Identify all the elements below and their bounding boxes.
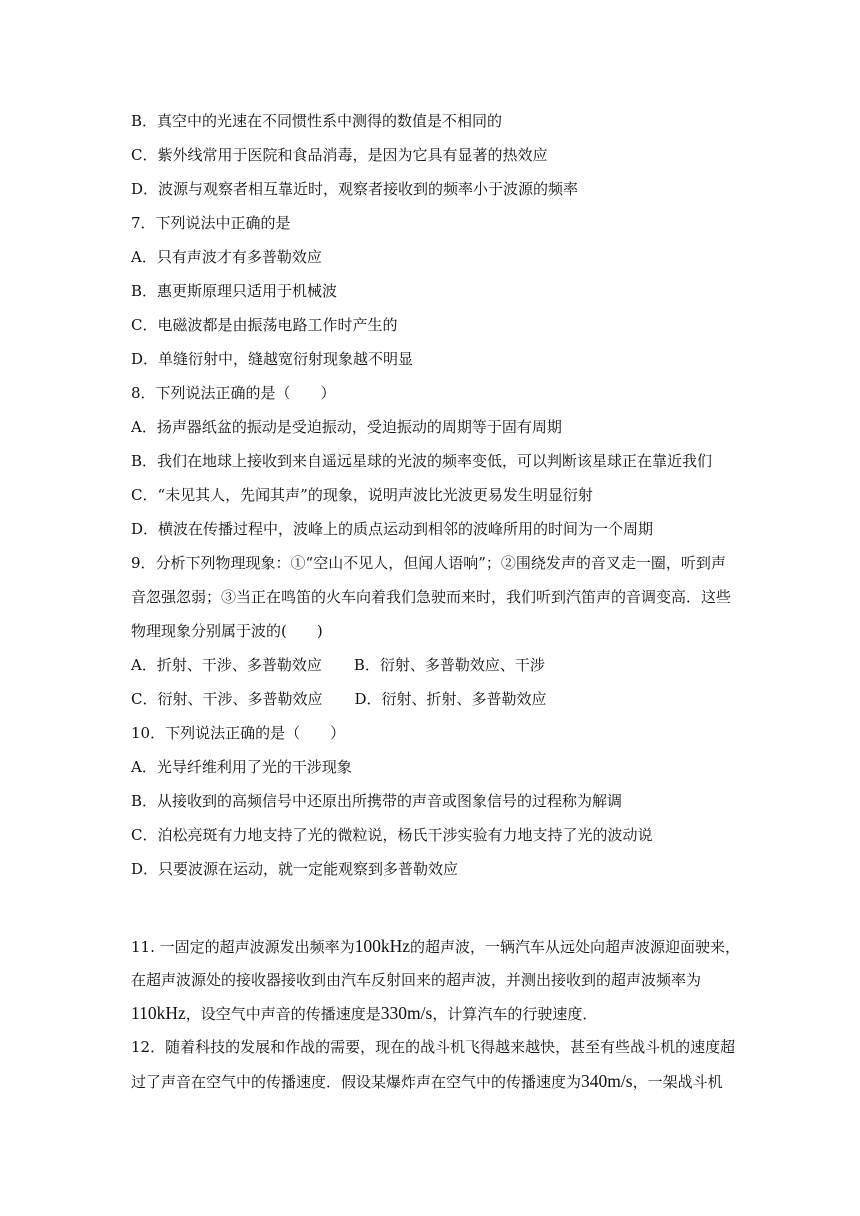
q9-stem-line-2: 音忽强忽弱；③当正在鸣笛的火车向着我们急驶而来时，我们听到汽笛声的音调变高．这些 — [131, 588, 732, 606]
q11-line-3 — [131, 1002, 597, 1025]
q11-line-1 — [131, 935, 740, 958]
q7-option-c: C．电磁波都是由振荡电路工作时产生的 — [131, 316, 398, 334]
q6-option-b: B．真空中的光速在不同惯性系中测得的数值是不相同的 — [131, 112, 503, 130]
q11-text-3: ，设空气中声音的传播速度是 — [185, 1005, 381, 1023]
q9-option-a: A．折射、干涉、多普勒效应 — [131, 656, 322, 674]
q9-stem-line-1: 9．分析下列物理现象：①“空山不见人，但闻人语响”；②围绕发声的音叉走一圈，听到声 — [131, 554, 726, 572]
q11-line-2: 在超声波源处的接收器接收到由汽车反射回来的超声波，并测出接收到的超声波频率为 — [131, 971, 702, 989]
q11-frequency-source: 100kHz — [354, 936, 411, 956]
q11-text-1: 11. 一固定的超声波源发出频率为 — [131, 938, 355, 956]
q11-sound-speed: 330m/s — [380, 1003, 433, 1023]
q6-option-d: D．波源与观察者相互靠近时，观察者接收到的频率小于波源的频率 — [131, 180, 579, 198]
q12-sound-speed: 340m/s — [581, 1071, 633, 1091]
q10-option-b: B．从接收到的高频信号中还原出所携带的声音或图象信号的过程称为解调 — [131, 792, 623, 810]
q10-stem: 10．下列说法正确的是（ ） — [131, 724, 346, 742]
q12-text-1: 过了声音在空气中的传播速度．假设某爆炸声在空气中的传播速度为 — [131, 1073, 582, 1091]
q12-line-2 — [131, 1070, 723, 1093]
q7-stem: 7．下列说法中正确的是 — [131, 214, 291, 232]
q8-option-d: D．横波在传播过程中，波峰上的质点运动到相邻的波峰所用的时间为一个周期 — [131, 520, 654, 538]
q7-option-d: D．单缝衍射中，缝越宽衍射现象越不明显 — [131, 350, 414, 368]
q11-text-4: ，计算汽车的行驶速度． — [432, 1005, 598, 1023]
q8-option-b: B．我们在地球上接收到来自遥远星球的光波的频率变低，可以判断该星球正在靠近我们 — [131, 452, 713, 470]
q9-option-c: C．衍射、干涉、多普勒效应 — [131, 690, 323, 708]
q11-frequency-received: 110kHz — [131, 1003, 186, 1023]
q8-stem: 8．下列说法正确的是（ ） — [131, 384, 336, 402]
q12-line-1: 12．随着科技的发展和作战的需要，现在的战斗机飞得越来越快，甚至有些战斗机的速度超 — [131, 1038, 736, 1056]
q9-options-row-1 — [131, 654, 545, 676]
q9-stem-line-3: 物理现象分别属于波的( ) — [131, 622, 323, 640]
q9-options-row-2 — [131, 688, 547, 710]
q7-option-b: B．惠更斯原理只适用于机械波 — [131, 282, 338, 300]
q10-option-c: C．泊松亮斑有力地支持了光的微粒说，杨氏干涉实验有力地支持了光的波动说 — [131, 826, 653, 844]
q6-option-c: C．紫外线常用于医院和食品消毒，是因为它具有显著的热效应 — [131, 146, 548, 164]
q8-option-a: A．扬声器纸盆的振动是受迫振动，受迫振动的周期等于固有周期 — [131, 418, 562, 436]
q7-option-a: A．只有声波才有多普勒效应 — [131, 248, 322, 266]
q8-option-c: C．“未见其人，先闻其声”的现象，说明声波比光波更易发生明显衍射 — [131, 486, 593, 504]
q10-option-a: A．光导纤维利用了光的干涉现象 — [131, 758, 352, 776]
q12-text-2: ，一架战斗机 — [632, 1073, 723, 1091]
q9-option-d: D．衍射、折射、多普勒效应 — [354, 690, 547, 708]
q10-option-d: D．只要波源在运动，就一定能观察到多普勒效应 — [131, 860, 459, 878]
q11-text-2: 的超声波，一辆汽车从远处向超声波源迎面驶来， — [410, 938, 741, 956]
q9-option-b: B．衍射、多普勒效应、干涉 — [353, 656, 545, 674]
